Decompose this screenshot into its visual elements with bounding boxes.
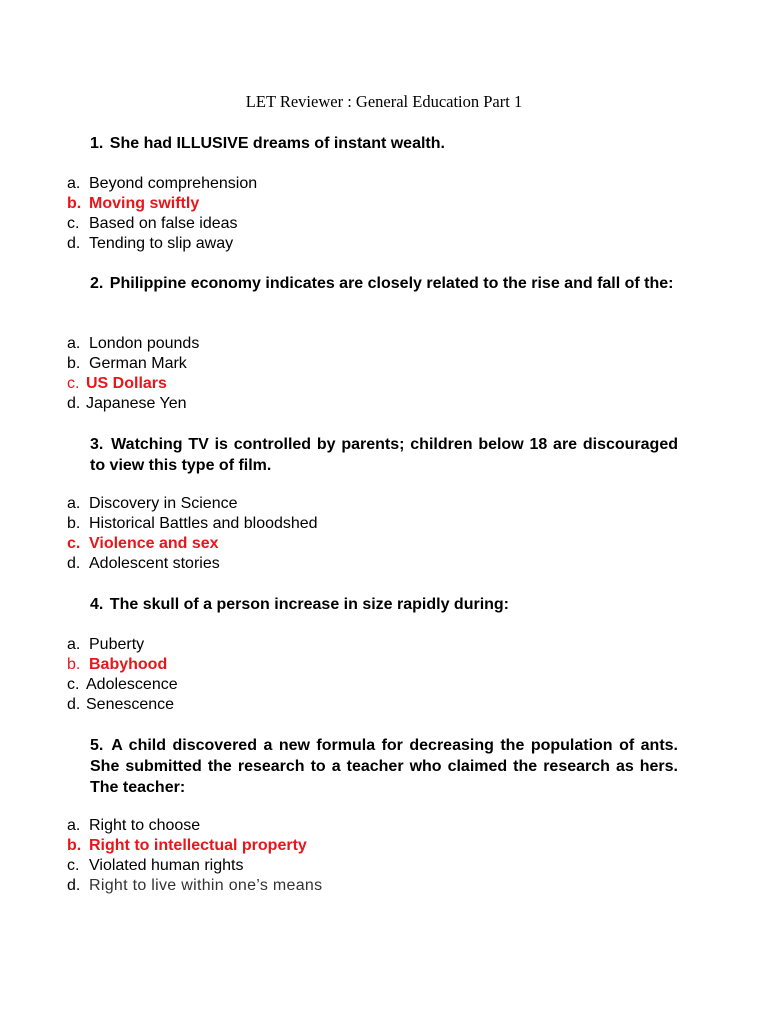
option-b <box>67 354 687 374</box>
options-list-1 <box>67 174 687 254</box>
option-c <box>67 856 687 876</box>
option-c-correct <box>67 534 687 554</box>
question-text: The skull of a person increase in size rapidly during: <box>109 596 510 613</box>
document-title: LET Reviewer : General Education Part 1 <box>245 92 523 111</box>
option-b <box>67 514 687 534</box>
option-text: Japanese Yen <box>86 395 187 412</box>
option-a <box>67 174 687 194</box>
option-text: Violence and sex <box>89 535 219 552</box>
option-b-correct <box>67 194 687 214</box>
question-text: Philippine economy indicates are closely related to the rise and fall of the: <box>109 275 674 292</box>
option-letter: a. <box>67 495 81 512</box>
question-text: A child discovered a new formula for decreasing the population of ants. She submitted the research to a teacher who claimed the research as hers. The teacher: <box>90 737 678 796</box>
option-a <box>67 635 687 655</box>
option-letter: b. <box>67 515 81 532</box>
option-letter: a. <box>67 817 81 834</box>
option-letter: d. <box>67 555 81 572</box>
option-letter: d. <box>67 877 81 894</box>
question-2 <box>90 273 678 294</box>
option-d <box>67 554 687 574</box>
option-text: Right to choose <box>89 817 201 834</box>
option-text: Babyhood <box>89 656 168 673</box>
option-letter: d. <box>67 696 81 713</box>
question-number: 3. <box>90 436 104 453</box>
question-4 <box>90 594 678 615</box>
option-text: Violated human rights <box>89 857 244 874</box>
option-letter: b. <box>67 656 81 673</box>
option-text: Adolescent stories <box>89 555 220 572</box>
question-1 <box>90 133 678 154</box>
option-text: German Mark <box>89 355 187 372</box>
option-text: London pounds <box>89 335 200 352</box>
option-c <box>67 214 687 234</box>
question-number: 1. <box>90 135 104 152</box>
question-text: Watching TV is controlled by parents; children below 18 are discouraged to view this type of film. <box>90 436 679 474</box>
option-a <box>67 334 687 354</box>
option-letter: a. <box>67 335 81 352</box>
option-a <box>67 494 687 514</box>
option-text: Senescence <box>86 696 175 713</box>
option-text: Puberty <box>89 636 145 653</box>
question-5 <box>90 735 678 798</box>
option-c <box>67 675 687 695</box>
option-letter: c. <box>67 375 80 392</box>
option-letter: c. <box>67 535 81 552</box>
option-text: Right to intellectual property <box>89 837 307 854</box>
option-b-correct <box>67 655 687 675</box>
option-letter: c. <box>67 676 80 693</box>
options-list-3 <box>67 494 687 574</box>
option-d <box>67 394 687 414</box>
option-letter: d. <box>67 235 81 252</box>
question-number: 5. <box>90 737 104 754</box>
question-3 <box>90 434 678 476</box>
question-text: She had ILLUSIVE dreams of instant wealth. <box>109 135 445 152</box>
option-a <box>67 816 687 836</box>
option-text: Tending to slip away <box>89 235 234 252</box>
option-text: Right to live within one’s means <box>89 877 323 894</box>
option-letter: a. <box>67 636 81 653</box>
option-d <box>67 234 687 254</box>
option-b-correct <box>67 836 687 856</box>
option-letter: a. <box>67 175 81 192</box>
option-text: Adolescence <box>86 676 178 693</box>
option-d <box>67 876 687 896</box>
option-text: Discovery in Science <box>89 495 238 512</box>
option-letter: b. <box>67 355 81 372</box>
option-d <box>67 695 687 715</box>
option-letter: b. <box>67 837 82 854</box>
options-list-2 <box>67 334 687 414</box>
option-c-correct <box>67 374 687 394</box>
question-number: 2. <box>90 275 104 292</box>
options-list-4 <box>67 635 687 715</box>
option-letter: b. <box>67 195 82 212</box>
option-text: Historical Battles and bloodshed <box>89 515 318 532</box>
option-text: US Dollars <box>86 375 167 392</box>
option-letter: c. <box>67 857 80 874</box>
options-list-5 <box>67 816 687 896</box>
question-number: 4. <box>90 596 104 613</box>
option-letter: d. <box>67 395 81 412</box>
option-letter: c. <box>67 215 80 232</box>
option-text: Moving swiftly <box>89 195 200 212</box>
option-text: Beyond comprehension <box>89 175 258 192</box>
option-text: Based on false ideas <box>89 215 238 232</box>
